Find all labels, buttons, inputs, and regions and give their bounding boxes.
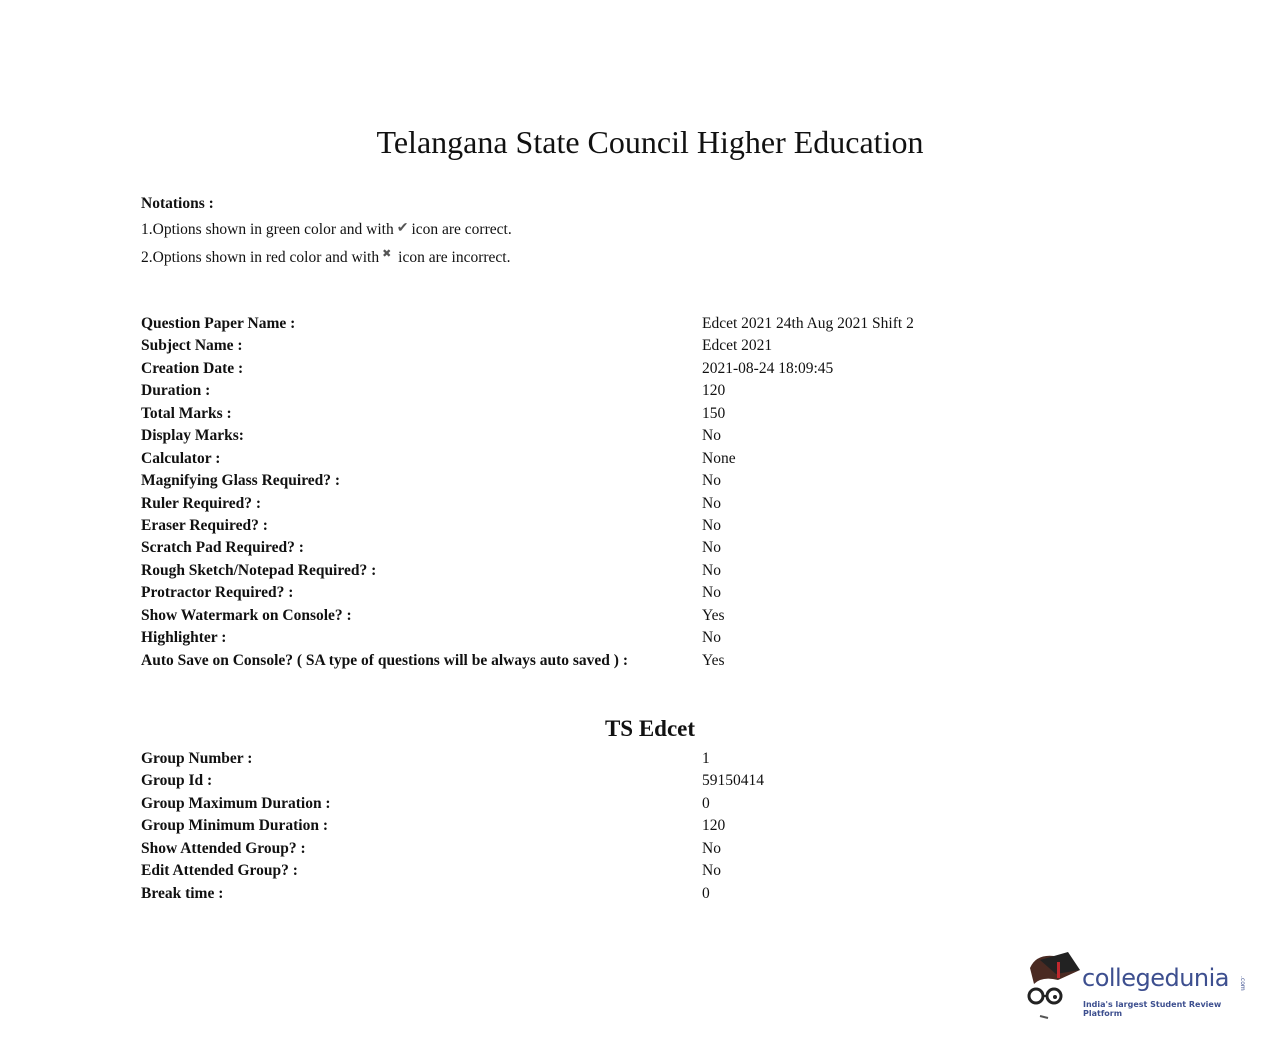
detail-value: 2021-08-24 18:09:45 (702, 359, 834, 377)
detail-value: 0 (702, 794, 710, 812)
detail-value: No (702, 629, 721, 647)
notations (141, 192, 512, 271)
detail-label: Question Paper Name : (141, 315, 296, 332)
detail-row (141, 770, 1041, 792)
detail-value: No (702, 427, 721, 445)
detail-row (141, 883, 1041, 905)
detail-label: Display Marks: (141, 427, 244, 445)
logo-domain: .com (1239, 976, 1246, 991)
detail-label: Protractor Required? : (141, 584, 294, 602)
detail-value: No (702, 516, 721, 534)
detail-label: Show Attended Group? : (141, 839, 306, 857)
detail-row (141, 793, 1041, 815)
notation-text: icon are correct. (411, 220, 512, 238)
detail-row (141, 650, 1041, 672)
detail-row (141, 627, 1041, 649)
notation-text: 2.Options shown in red color and with (141, 249, 380, 266)
detail-label: Show Watermark on Console? : (141, 606, 352, 624)
notation-incorrect (141, 242, 512, 271)
detail-value: No (702, 561, 721, 579)
mascot-icon (1022, 950, 1082, 1020)
detail-value: No (702, 862, 721, 880)
detail-value: Edcet 2021 24th Aug 2021 Shift 2 (702, 315, 914, 332)
detail-label: Ruler Required? : (141, 494, 261, 512)
notations-heading: Notations : (141, 195, 214, 212)
notation-correct (141, 217, 512, 243)
detail-row (141, 815, 1041, 837)
notation-text: icon are incorrect. (398, 249, 511, 266)
detail-value: 120 (702, 382, 726, 400)
section-title: TS Edcet (604, 716, 696, 741)
detail-value: 0 (702, 884, 710, 902)
detail-label: Break time : (141, 884, 224, 902)
notation-text: 1.Options shown in green color and with (141, 220, 394, 238)
detail-value: Yes (702, 606, 725, 624)
detail-row (141, 838, 1041, 860)
group-details (141, 748, 1041, 905)
detail-label: Creation Date : (141, 359, 244, 377)
detail-label: Duration : (141, 382, 211, 400)
logo-brand: collegedunia (1082, 964, 1230, 992)
detail-row (141, 358, 1041, 380)
detail-row (141, 515, 1041, 537)
collegedunia-logo (1022, 950, 1252, 1020)
paper-details (141, 313, 1041, 672)
detail-value: 1 (702, 750, 710, 767)
cross-icon: ✖ (382, 248, 392, 260)
detail-label: Magnifying Glass Required? : (141, 472, 341, 490)
detail-label: Subject Name : (141, 337, 243, 355)
detail-label: Calculator : (141, 449, 221, 467)
detail-label: Rough Sketch/Notepad Required? : (141, 561, 377, 579)
detail-label: Group Number : (141, 750, 253, 767)
detail-value: No (702, 584, 721, 602)
detail-value: No (702, 472, 721, 490)
detail-value: No (702, 839, 721, 857)
check-icon: ✔ (396, 220, 409, 236)
page-title: Telangana State Council Higher Education (376, 124, 924, 160)
detail-row (141, 380, 1041, 402)
detail-value: None (702, 449, 736, 467)
detail-row (141, 748, 1041, 770)
detail-label: Auto Save on Console? ( SA type of questions will be always auto saved ) : (141, 651, 629, 669)
detail-row (141, 403, 1041, 425)
detail-row (141, 582, 1041, 604)
detail-row (141, 537, 1041, 559)
detail-label: Highlighter : (141, 629, 227, 647)
detail-row (141, 335, 1041, 357)
detail-row (141, 493, 1041, 515)
logo-tagline: India's largest Student Review Platform (1083, 1000, 1222, 1018)
detail-value: Edcet 2021 (702, 337, 773, 355)
detail-value: No (702, 494, 721, 512)
detail-label: Group Id : (141, 772, 213, 790)
detail-row (141, 425, 1041, 447)
detail-value: 59150414 (702, 772, 764, 790)
detail-label: Group Maximum Duration : (141, 794, 331, 812)
detail-label: Total Marks : (141, 404, 232, 422)
detail-value: 120 (702, 817, 726, 835)
detail-row (141, 605, 1041, 627)
detail-row (141, 313, 1041, 335)
detail-value: Yes (702, 651, 725, 669)
detail-row (141, 860, 1041, 882)
detail-label: Scratch Pad Required? : (141, 539, 304, 557)
detail-row (141, 470, 1041, 492)
detail-label: Edit Attended Group? : (141, 862, 298, 880)
detail-value: 150 (702, 404, 726, 422)
detail-label: Eraser Required? : (141, 516, 268, 534)
detail-row (141, 560, 1041, 582)
detail-label: Group Minimum Duration : (141, 817, 329, 835)
detail-value: No (702, 539, 721, 557)
detail-row (141, 448, 1041, 470)
